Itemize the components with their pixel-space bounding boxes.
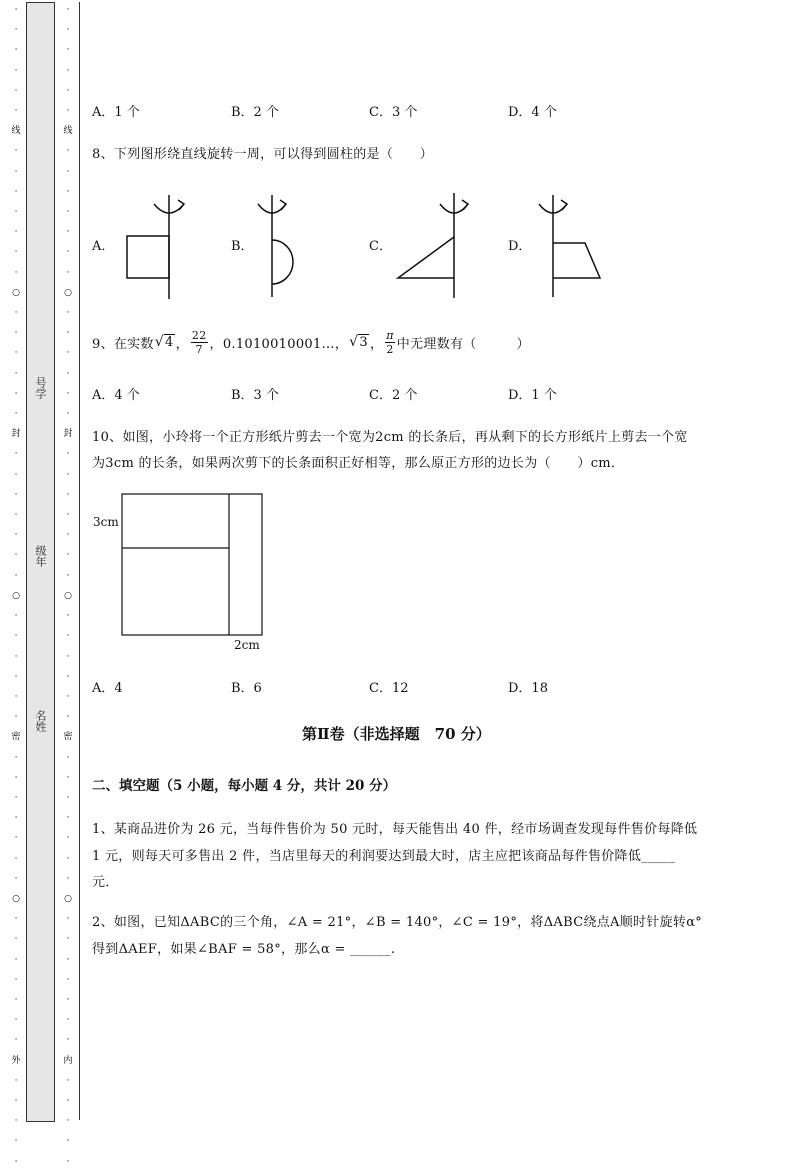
q9-option-b: B．3 个 (231, 388, 279, 403)
q10-square-figure (0, 480, 794, 660)
q8-label-a: A． (92, 239, 115, 254)
figure-c-triangle-rotation (398, 193, 468, 298)
q7-option-c: C．3 个 (369, 105, 418, 120)
figure-a-square-rotation (127, 195, 184, 299)
q8-label-b: B． (231, 239, 254, 254)
outer-mark: ○ (12, 590, 20, 601)
q8-label-c: C． (369, 239, 392, 254)
outer-dot-column: · · · · · · 线 · · · · · · · ○ · · · · · · 封 · · · · · · · ○ · · · · · · 密 · · · · · · · ○ · · · · · · · 外 · · · · · (11, 5, 21, 1167)
fill1-line3: 元． (92, 875, 119, 890)
q9-option-c: C．2 个 (369, 388, 418, 403)
outer-mark: 线 (11, 126, 21, 137)
fill-in-part-title: 二、填空题（5 小题，每小题 4 分，共计 20 分） (92, 778, 397, 794)
grade-label: 级年 (34, 545, 47, 567)
inner-mark: 内 (63, 1055, 73, 1066)
outer-mark: 密 (11, 732, 21, 743)
inner-mark: ○ (64, 287, 72, 298)
q10-option-d: D．18 (508, 681, 548, 696)
fraction-pi-2: $\frac{\pi}{2}$ (386, 328, 394, 356)
label-3cm: 3cm (93, 515, 119, 529)
label-2cm: 2cm (234, 638, 260, 652)
q10-stem-line1: 10、如图，小玲将一个正方形纸片剪去一个宽为2cm 的长条后，再从剩下的长方形纸片上剪去一个宽 (92, 430, 688, 445)
inner-mark: 封 (63, 429, 73, 440)
q7-option-b: B．2 个 (231, 105, 279, 120)
sqrt-4: √ 4 (154, 334, 174, 350)
outer-mark: 封 (11, 429, 21, 440)
q7-option-d: D．4 个 (508, 105, 557, 120)
inner-dot-column: · · · · · · 线 · · · · · · · ○ · · · · · · 封 · · · · · · · ○ · · · · · · 密 · · · · · · · ○ · · · · · · · 内 · · · · · (63, 5, 73, 1167)
q9-stem: 9、在实数 √ 4 ， $\frac{22}{7}$ ，0.1010010001…， √ 3 ， $\frac{\pi}{2}$ 中无理数有（ ） (92, 328, 530, 356)
q8-stem: 8、下列图形绕直线旋转一周，可以得到圆柱的是（ ） (92, 147, 434, 162)
q10-option-c: C．12 (369, 681, 409, 696)
section-2-title: 第Ⅱ卷（非选择题 70 分） (302, 725, 491, 743)
inner-mark: 密 (63, 732, 73, 743)
name-label: 名姓 (34, 710, 47, 732)
inner-mark: 线 (63, 126, 73, 137)
q9-option-a: A．4 个 (92, 388, 140, 403)
figure-d-trapezoid-rotation (539, 195, 600, 297)
outer-mark: ○ (12, 287, 20, 298)
inner-mark: ○ (64, 590, 72, 601)
figure-b-semicircle-rotation (258, 195, 293, 297)
fill1-line1: 1、某商品进价为 26 元，当每件售价为 50 元时，每天能售出 40 件，经市场调查发现每件售价每降低 (92, 822, 698, 837)
fill1-line2: 1 元，则每天可多售出 2 件，当店里每天的利润要达到最大时，店主应把该商品每件售价降低_____ (92, 849, 676, 864)
fill2-line1: 2、如图，已知ΔABC的三个角，∠A = 21°，∠B = 140°，∠C = 19°，将ΔABC绕点A顺时针旋转α° (92, 915, 703, 930)
sqrt-3: √ 3 (349, 334, 368, 350)
fraction-22-7: $\frac{22}{7}$ (191, 328, 207, 356)
q10-stem-line2: 为3cm 的长条，如果两次剪下的长条面积正好相等，那么原正方形的边长为（ ）cm． (92, 456, 625, 471)
q8-figures (0, 0, 794, 320)
fill2-line2: 得到ΔAEF，如果∠BAF = 58°，那么α = ______. (92, 942, 396, 957)
q10-option-b: B．6 (231, 681, 262, 696)
inner-mark: ○ (64, 893, 72, 904)
q10-option-a: A．4 (92, 681, 123, 696)
q8-label-d: D． (508, 239, 532, 254)
q9-option-d: D．1 个 (508, 388, 557, 403)
q7-option-a: A．1 个 (92, 105, 140, 120)
student-id-label: 号学 (34, 377, 47, 399)
outer-mark: 外 (11, 1055, 21, 1066)
outer-mark: ○ (12, 893, 20, 904)
